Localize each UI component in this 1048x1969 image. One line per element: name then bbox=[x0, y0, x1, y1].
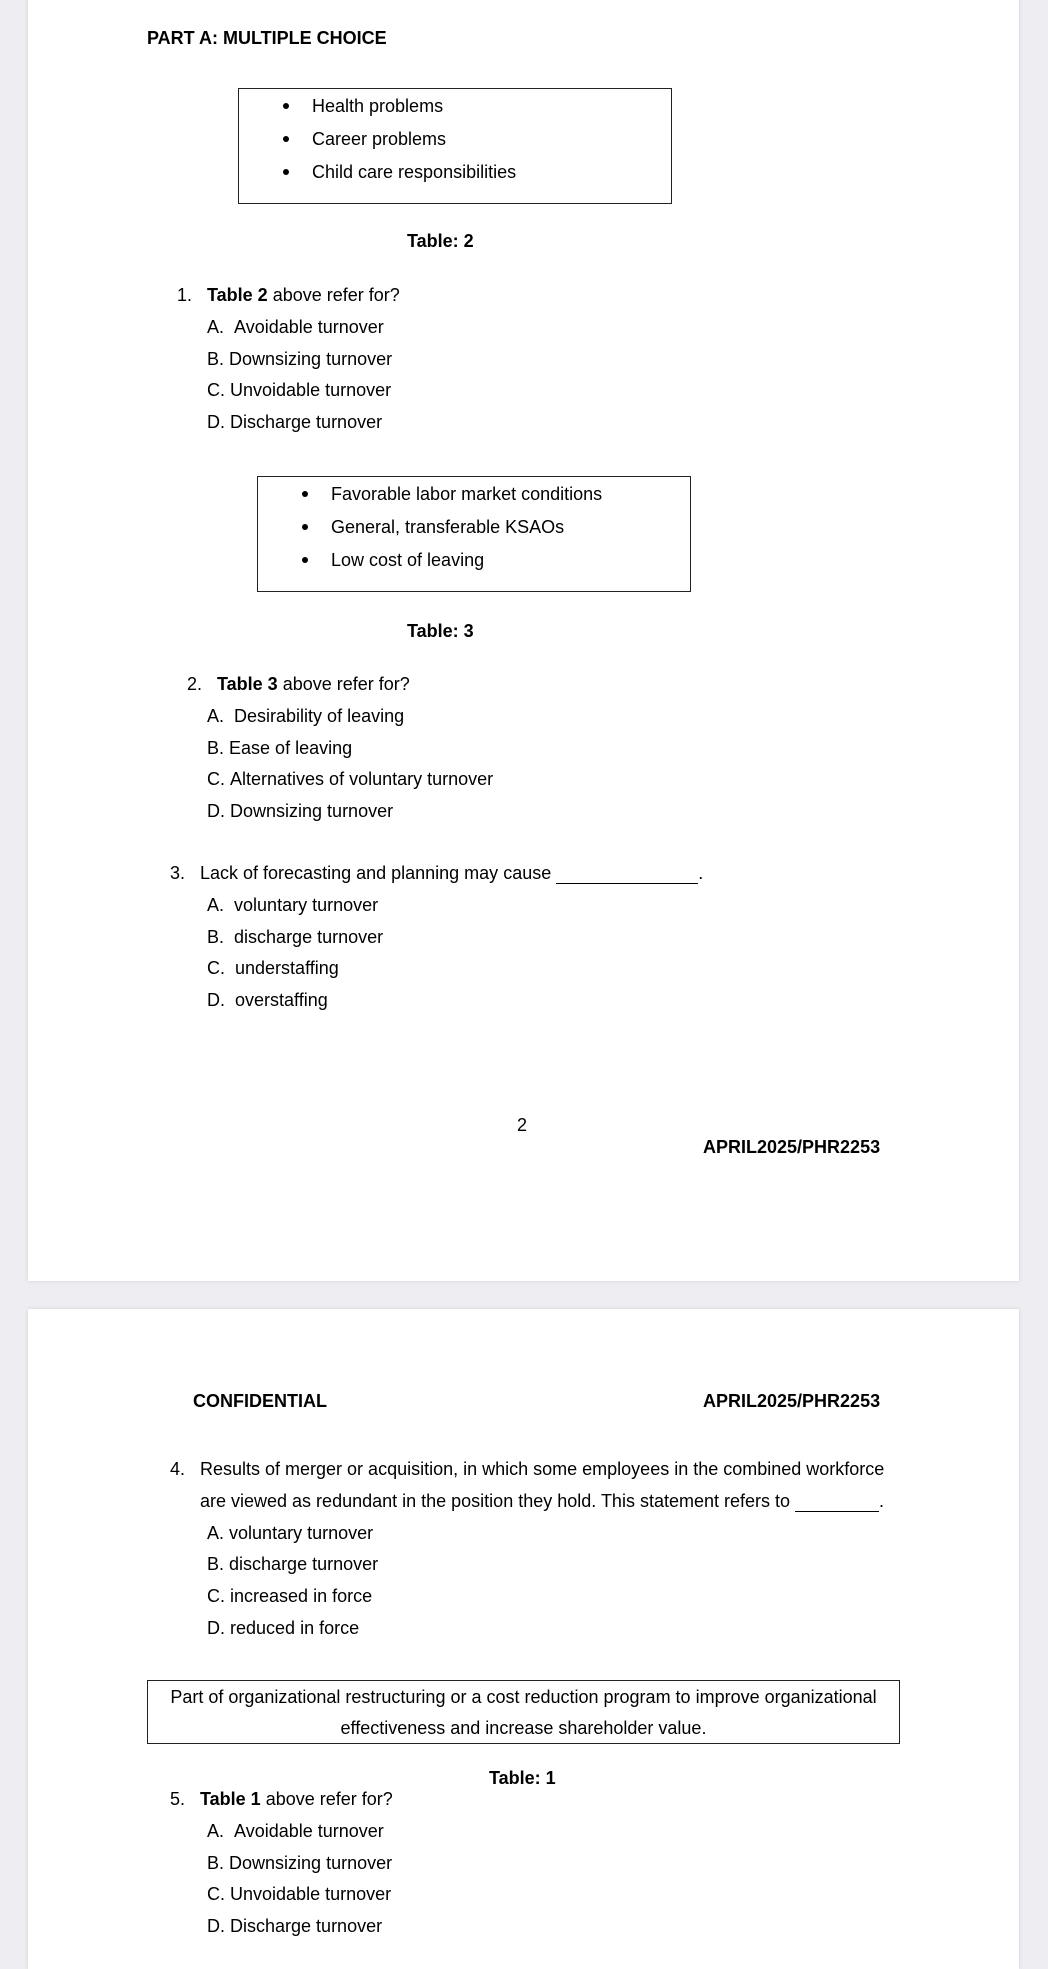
bullet-icon bbox=[283, 136, 289, 142]
question-1-number: 1. bbox=[177, 285, 193, 305]
table-3-item: Low cost of leaving bbox=[302, 549, 455, 571]
answer-blank bbox=[795, 1495, 879, 1512]
question-5-number: 5. bbox=[170, 1789, 186, 1809]
page-number: 2 bbox=[517, 1115, 528, 1135]
question-4-line-1: Results of merger or acquisition, in which some employees in the combined workforce bbox=[200, 1459, 885, 1479]
bullet-icon bbox=[302, 491, 308, 497]
answer-blank bbox=[556, 867, 698, 884]
question-3-stem: Lack of forecasting and planning may cause . bbox=[200, 863, 704, 883]
table-2-box bbox=[238, 88, 672, 204]
confidential-label: CONFIDENTIAL bbox=[193, 1391, 327, 1411]
question-1-option-d[interactable]: D. Discharge turnover bbox=[207, 412, 383, 432]
question-2-option-c[interactable]: C. Alternatives of voluntary turnover bbox=[207, 769, 494, 789]
bullet-icon bbox=[302, 524, 308, 530]
header-code: APRIL2025/PHR2253 bbox=[703, 1391, 881, 1411]
table-1-box bbox=[147, 1680, 900, 1744]
table-1-caption: Table: 1 bbox=[489, 1768, 556, 1788]
exam-page-1 bbox=[28, 0, 1019, 1281]
question-5-option-c[interactable]: C. Unvoidable turnover bbox=[207, 1884, 392, 1904]
question-2-stem: Table 3 above refer for? bbox=[217, 674, 410, 694]
question-2-option-d[interactable]: D. Downsizing turnover bbox=[207, 801, 394, 821]
table-3-caption: Table: 3 bbox=[407, 621, 474, 641]
question-2-number: 2. bbox=[187, 674, 203, 694]
question-4-number: 4. bbox=[170, 1459, 186, 1479]
question-4-option-a[interactable]: A. voluntary turnover bbox=[207, 1523, 374, 1543]
table-1-line-1: Part of organizational restructuring or a cost reduction program to improve organizational bbox=[170, 1687, 877, 1707]
question-3-option-a[interactable]: A. voluntary turnover bbox=[207, 895, 379, 915]
question-5-option-d[interactable]: D. Discharge turnover bbox=[207, 1916, 383, 1936]
question-4-option-d[interactable]: D. reduced in force bbox=[207, 1618, 360, 1638]
question-1-option-b[interactable]: B. Downsizing turnover bbox=[207, 349, 393, 369]
question-3-option-d[interactable]: D. overstaffing bbox=[207, 990, 328, 1010]
part-title: PART A: MULTIPLE CHOICE bbox=[147, 28, 387, 48]
question-5-option-a[interactable]: A. Avoidable turnover bbox=[207, 1821, 384, 1841]
question-1-option-c[interactable]: C. Unvoidable turnover bbox=[207, 380, 392, 400]
table-3-item: General, transferable KSAOs bbox=[302, 516, 535, 538]
bullet-icon bbox=[283, 169, 289, 175]
question-5-option-b[interactable]: B. Downsizing turnover bbox=[207, 1853, 393, 1873]
question-1-option-a[interactable]: A. Avoidable turnover bbox=[207, 317, 384, 337]
question-2-option-a[interactable]: A. Desirability of leaving bbox=[207, 706, 405, 726]
question-4-option-b[interactable]: B. discharge turnover bbox=[207, 1554, 379, 1574]
table-2-item: Career problems bbox=[283, 128, 417, 150]
question-1-stem: Table 2 above refer for? bbox=[207, 285, 400, 305]
table-3-item: Favorable labor market conditions bbox=[302, 483, 573, 505]
table-2-item: Child care responsibilities bbox=[283, 161, 487, 183]
question-2-option-b[interactable]: B. Ease of leaving bbox=[207, 738, 353, 758]
question-5-stem: Table 1 above refer for? bbox=[200, 1789, 393, 1809]
exam-page-2 bbox=[28, 1309, 1019, 1969]
table-3-box bbox=[257, 476, 691, 592]
footer-code: APRIL2025/PHR2253 bbox=[703, 1137, 881, 1157]
question-3-option-c[interactable]: C. understaffing bbox=[207, 958, 339, 978]
table-2-item: Health problems bbox=[283, 95, 414, 117]
question-4-line-2: are viewed as redundant in the position they hold. This statement refers to . bbox=[200, 1491, 885, 1511]
question-3-number: 3. bbox=[170, 863, 186, 883]
bullet-icon bbox=[283, 103, 289, 109]
question-3-option-b[interactable]: B. discharge turnover bbox=[207, 927, 384, 947]
table-2-caption: Table: 2 bbox=[407, 231, 474, 251]
question-4-option-c[interactable]: C. increased in force bbox=[207, 1586, 373, 1606]
table-1-line-2: effectiveness and increase shareholder value. bbox=[340, 1718, 707, 1738]
bullet-icon bbox=[302, 557, 308, 563]
